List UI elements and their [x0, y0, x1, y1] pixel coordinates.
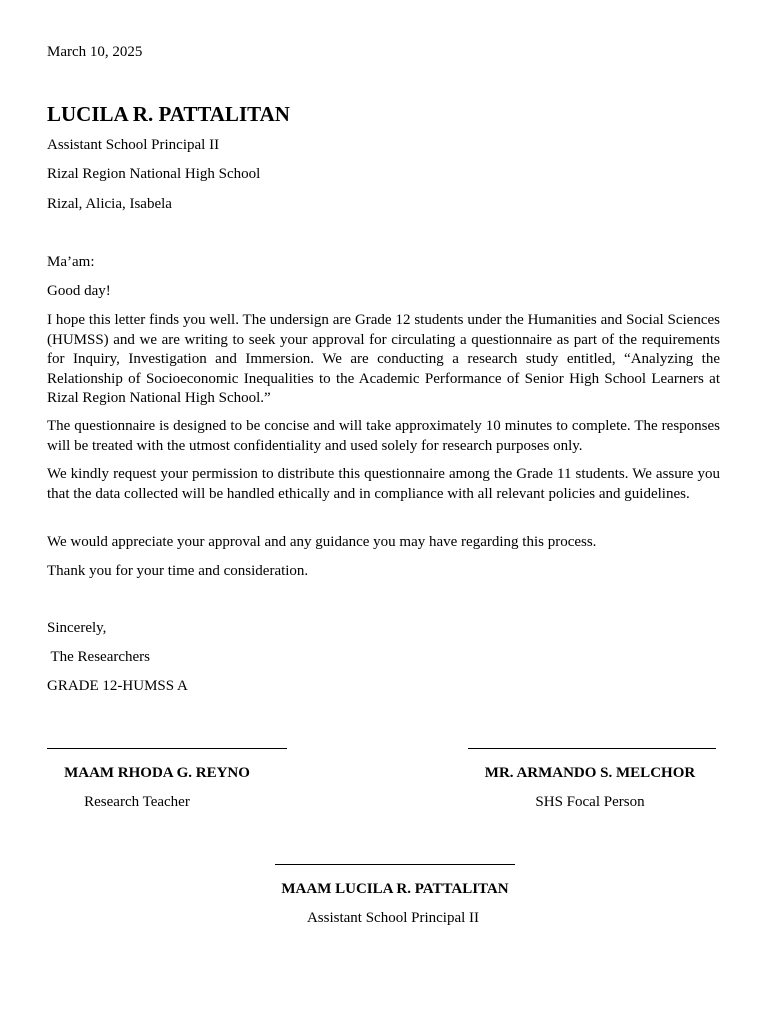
- greeting: Good day!: [47, 283, 111, 299]
- signature-line-principal: [275, 864, 515, 865]
- recipient-school: Rizal Region National High School: [47, 166, 261, 182]
- signatory-role-principal: Assistant School Principal II: [306, 910, 480, 926]
- signatory-role-focal-person: SHS Focal Person: [535, 794, 645, 810]
- signature-line-focal-person: [468, 748, 716, 749]
- paragraph-request: We kindly request your permission to distribute this questionnaire among the Grade 11 students. We assure you that the data collected will be handled ethically and in compliance with all relevant policies and guidelines.: [47, 466, 720, 502]
- paragraph-intro: I hope this letter finds you well. The undersign are Grade 12 students under the Humanities and Social Sciences (HUMSS) and we are writing to seek your approval for circulating a questionnaire as part of the requirements for Inquiry, Investigation and Immersion. We are conducting a research study entitled, “Analyzing the Relationship of Socioeconomic Inequalities to the Academic Performance of Senior High School Learners at Rizal Region National High School.”: [47, 312, 720, 406]
- recipient-name: LUCILA R. PATTALITAN: [47, 102, 290, 126]
- paragraph-appreciation: We would appreciate your approval and any guidance you may have regarding this process.: [47, 534, 597, 550]
- valediction: Sincerely,: [47, 620, 107, 636]
- paragraph-questionnaire: The questionnaire is designed to be concise and will take approximately 10 minutes to complete. The responses will be treated with the utmost confidentiality and used solely for research purposes only.: [47, 418, 720, 454]
- recipient-address: Rizal, Alicia, Isabela: [47, 196, 172, 212]
- signatory-name-focal-person: MR. ARMANDO S. MELCHOR: [484, 765, 696, 781]
- signatory-name-research-teacher: MAAM RHODA G. REYNO: [64, 765, 250, 781]
- letter-date: March 10, 2025: [47, 44, 143, 60]
- signatory-name-principal: MAAM LUCILA R. PATTALITAN: [281, 881, 509, 897]
- signatory-role-research-teacher: Research Teacher: [84, 794, 190, 810]
- recipient-position: Assistant School Principal II: [47, 137, 220, 153]
- paragraph-thanks: Thank you for your time and consideration.: [47, 563, 309, 579]
- sender: The Researchers: [47, 649, 151, 665]
- sender-section: GRADE 12-HUMSS A: [47, 678, 188, 694]
- salutation: Ma’am:: [47, 254, 95, 270]
- signature-line-research-teacher: [47, 748, 287, 749]
